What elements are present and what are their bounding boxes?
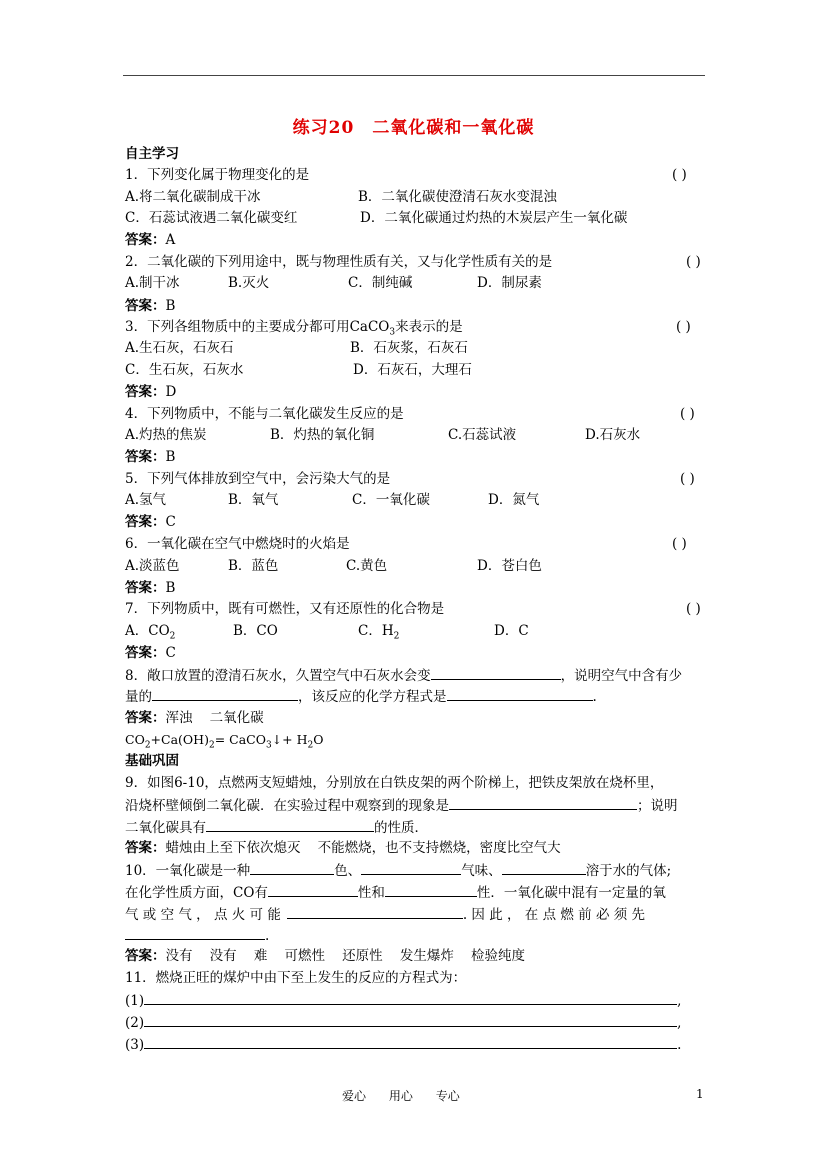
answer-1: 答案：A bbox=[125, 232, 176, 248]
answer-10: 答案：没有 没有 难 可燃性 还原性 发生爆炸 检验纯度 bbox=[125, 948, 525, 964]
page-title: 练习20 二氧化碳和一氧化碳 bbox=[292, 118, 535, 138]
answer-5: 答案：C bbox=[125, 514, 176, 530]
option-b: B．氧气 bbox=[228, 492, 279, 508]
section-heading-self-study: 自主学习 bbox=[125, 146, 179, 162]
header-rule bbox=[123, 75, 705, 76]
option-d: D.石灰水 bbox=[585, 427, 641, 443]
answer-4: 答案：B bbox=[125, 449, 176, 465]
option-d: D．制尿素 bbox=[477, 275, 542, 291]
question-3-stem: 3．下列各组物质中的主要成分都可用CaCO$_3$来表示的是 bbox=[125, 319, 463, 338]
option-d: D．石灰石，大理石 bbox=[353, 362, 472, 378]
equation-line-1: (1) , bbox=[125, 990, 681, 1011]
option-c: C.黄色 bbox=[346, 558, 388, 574]
option-a: A.生石灰，石灰石 bbox=[125, 340, 234, 356]
option-c: C．石蕊试液遇二氧化碳变红 bbox=[125, 210, 298, 226]
option-d: D．氮气 bbox=[488, 492, 540, 508]
option-b: B．CO bbox=[233, 623, 278, 639]
option-a: A．$CO_2$ bbox=[125, 623, 176, 642]
answer-6: 答案：B bbox=[125, 580, 176, 596]
question-1-stem: 1．下列变化属于物理变化的是 bbox=[125, 167, 310, 183]
question-10-line-3: 气 或 空 气 ， 点 火 可 能 . 因 此 ， 在 点 燃 前 必 须 先 bbox=[125, 904, 645, 925]
question-7-stem: 7．下列物质中，既有可燃性，又有还原性的化合物是 bbox=[125, 601, 445, 617]
question-10-line-2: 在化学性质方面，CO有 性和 性．一氧化碳中混有一定量的氧 bbox=[125, 882, 666, 903]
option-b: B．二氧化碳使澄清石灰水变混浊 bbox=[358, 189, 557, 205]
question-10-line-4: . bbox=[125, 925, 269, 946]
answer-paren: ( ) bbox=[686, 601, 701, 617]
fill-blank[interactable] bbox=[361, 860, 461, 875]
answer-8: 答案：浑浊 二氧化碳 bbox=[125, 710, 264, 726]
question-8-line-1: 8．敞口放置的澄清石灰水，久置空气中石灰水会变 ，说明空气中含有少 bbox=[125, 665, 682, 686]
fill-blank[interactable] bbox=[152, 686, 298, 701]
fill-blank[interactable] bbox=[125, 925, 265, 940]
option-b: B．灼热的氧化铜 bbox=[270, 427, 375, 443]
question-11-stem: 11．燃烧正旺的煤炉中由下至上发生的反应的方程式为： bbox=[125, 970, 467, 986]
question-2-stem: 2．二氧化碳的下列用途中，既与物理性质有关，又与化学性质有关的是 bbox=[125, 254, 553, 270]
option-c: C．生石灰，石灰水 bbox=[125, 362, 244, 378]
answer-paren: ( ) bbox=[676, 319, 691, 335]
fill-blank[interactable] bbox=[449, 795, 637, 810]
answer-7: 答案：C bbox=[125, 645, 176, 661]
fill-blank[interactable] bbox=[144, 1012, 677, 1027]
answer-paren: ( ) bbox=[672, 536, 687, 552]
question-9-line-2: 沿烧杯壁倾倒二氧化碳．在实验过程中观察到的现象是 ；说明 bbox=[125, 795, 678, 816]
question-5-stem: 5．下列气体排放到空气中，会污染大气的是 bbox=[125, 471, 391, 487]
question-4-stem: 4．下列物质中，不能与二氧化碳发生反应的是 bbox=[125, 406, 404, 422]
fill-blank[interactable] bbox=[447, 686, 593, 701]
option-a: A.灼热的焦炭 bbox=[125, 427, 207, 443]
question-9-line-1: 9．如图6-10，点燃两支短蜡烛，分别放在白铁皮架的两个阶梯上，把铁皮架放在烧杯里， bbox=[125, 775, 664, 791]
answer-paren: ( ) bbox=[672, 167, 687, 183]
fill-blank[interactable] bbox=[206, 817, 374, 832]
option-a: A.制干冰 bbox=[125, 275, 180, 291]
chemical-equation: $CO_2+Ca(OH)_2=$ CaCO$_3$↓+ $H_2O$ bbox=[125, 732, 324, 751]
answer-paren: ( ) bbox=[680, 471, 695, 487]
answer-paren: ( ) bbox=[686, 254, 701, 270]
question-6-stem: 6．一氧化碳在空气中燃烧时的火焰是 bbox=[125, 536, 350, 552]
question-8-line-2: 量的 ，该反应的化学方程式是 . bbox=[125, 686, 597, 707]
option-c: C.石蕊试液 bbox=[448, 427, 517, 443]
fill-blank[interactable] bbox=[268, 882, 358, 897]
equation-line-3: (3) . bbox=[125, 1034, 681, 1055]
footer-motto: 爱心 用心 专心 bbox=[342, 1089, 460, 1103]
question-10-line-1: 10．一氧化碳是一种 色、 气味、 溶于水的气体; bbox=[125, 860, 671, 881]
option-c: C．一氧化碳 bbox=[352, 492, 430, 508]
fill-blank[interactable] bbox=[385, 882, 477, 897]
option-c: C．$H_2$ bbox=[358, 623, 400, 642]
fill-blank[interactable] bbox=[250, 860, 334, 875]
fill-blank[interactable] bbox=[502, 860, 586, 875]
option-b: B.灭火 bbox=[228, 275, 270, 291]
option-a: A.淡蓝色 bbox=[125, 558, 180, 574]
section-heading-consolidate: 基础巩固 bbox=[125, 753, 179, 769]
equation-line-2: (2) , bbox=[125, 1012, 681, 1033]
answer-paren: ( ) bbox=[680, 406, 695, 422]
fill-blank[interactable] bbox=[287, 904, 463, 919]
answer-3: 答案：D bbox=[125, 384, 177, 400]
option-d: D．C bbox=[494, 623, 529, 639]
page-number: 1 bbox=[696, 1087, 704, 1101]
option-c: C．制纯碱 bbox=[348, 275, 413, 291]
fill-blank[interactable] bbox=[144, 1034, 677, 1049]
option-d: D．苍白色 bbox=[477, 558, 542, 574]
fill-blank[interactable] bbox=[431, 665, 561, 680]
option-d: D．二氧化碳通过灼热的木炭层产生一氧化碳 bbox=[360, 210, 628, 226]
fill-blank[interactable] bbox=[144, 990, 677, 1005]
option-a: A.将二氧化碳制成干冰 bbox=[125, 189, 261, 205]
option-b: B．石灰浆，石灰石 bbox=[350, 340, 468, 356]
option-b: B．蓝色 bbox=[228, 558, 279, 574]
option-a: A.氢气 bbox=[125, 492, 167, 508]
answer-9: 答案：蜡烛由上至下依次熄灭 不能燃烧，也不支持燃烧，密度比空气大 bbox=[125, 840, 561, 856]
answer-2: 答案：B bbox=[125, 298, 176, 314]
question-9-line-3: 二氧化碳具有 的性质． bbox=[125, 817, 428, 838]
